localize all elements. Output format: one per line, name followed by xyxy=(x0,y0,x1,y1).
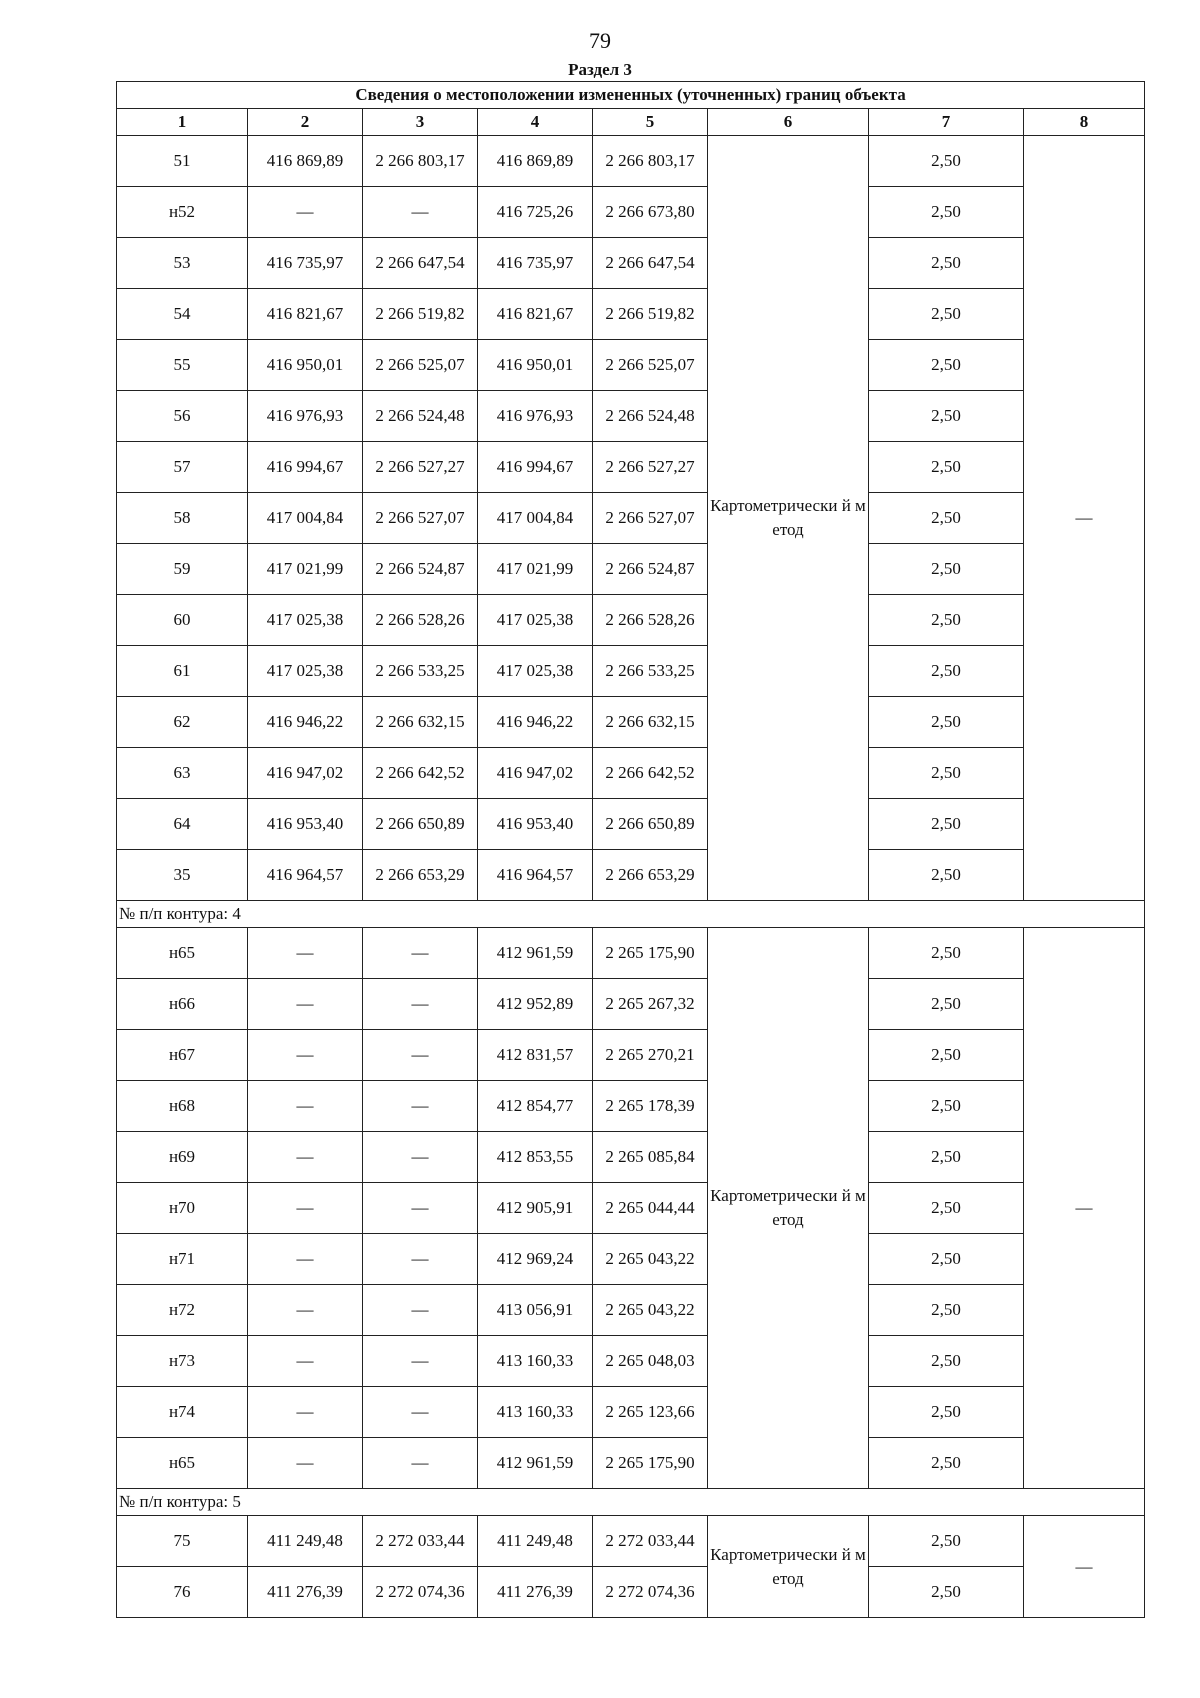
column-number-row xyxy=(117,109,1145,136)
old-x-cell: — xyxy=(248,1081,363,1132)
old-x-cell: — xyxy=(248,1030,363,1081)
old-x-cell: — xyxy=(248,1438,363,1489)
new-x-cell: 412 853,55 xyxy=(478,1132,593,1183)
method-cell: Картометрически й метод xyxy=(708,928,869,1489)
new-x-cell: 416 964,57 xyxy=(478,850,593,901)
accuracy-cell: 2,50 xyxy=(869,136,1024,187)
new-y-cell: 2 265 043,22 xyxy=(593,1234,708,1285)
new-y-cell: 2 265 044,44 xyxy=(593,1183,708,1234)
old-y-cell: 2 266 527,27 xyxy=(363,442,478,493)
table-row xyxy=(117,1438,1145,1489)
old-y-cell: 2 266 642,52 xyxy=(363,748,478,799)
new-x-cell: 412 905,91 xyxy=(478,1183,593,1234)
new-y-cell: 2 265 123,66 xyxy=(593,1387,708,1438)
old-x-cell: 417 021,99 xyxy=(248,544,363,595)
old-x-cell: — xyxy=(248,979,363,1030)
point-number-cell: 62 xyxy=(117,697,248,748)
old-x-cell: — xyxy=(248,928,363,979)
old-y-cell: — xyxy=(363,1387,478,1438)
table-row xyxy=(117,1234,1145,1285)
accuracy-cell: 2,50 xyxy=(869,928,1024,979)
new-y-cell: 2 266 647,54 xyxy=(593,238,708,289)
new-x-cell: 412 854,77 xyxy=(478,1081,593,1132)
table-row xyxy=(117,187,1145,238)
new-y-cell: 2 266 527,27 xyxy=(593,442,708,493)
point-number-cell: 56 xyxy=(117,391,248,442)
column-number-5: 5 xyxy=(593,109,708,136)
table-row xyxy=(117,928,1145,979)
column-number-2: 2 xyxy=(248,109,363,136)
table-row xyxy=(117,391,1145,442)
point-number-cell: 61 xyxy=(117,646,248,697)
point-number-cell: 63 xyxy=(117,748,248,799)
point-number-cell: н67 xyxy=(117,1030,248,1081)
accuracy-cell: 2,50 xyxy=(869,391,1024,442)
new-x-cell: 416 994,67 xyxy=(478,442,593,493)
accuracy-cell: 2,50 xyxy=(869,1285,1024,1336)
new-y-cell: 2 266 803,17 xyxy=(593,136,708,187)
old-x-cell: — xyxy=(248,1336,363,1387)
table-row xyxy=(117,1285,1145,1336)
new-x-cell: 411 276,39 xyxy=(478,1567,593,1618)
new-x-cell: 412 961,59 xyxy=(478,1438,593,1489)
accuracy-cell: 2,50 xyxy=(869,1438,1024,1489)
column-number-3: 3 xyxy=(363,109,478,136)
accuracy-cell: 2,50 xyxy=(869,442,1024,493)
accuracy-cell: 2,50 xyxy=(869,493,1024,544)
point-number-cell: н52 xyxy=(117,187,248,238)
old-y-cell: — xyxy=(363,928,478,979)
contour-label-row xyxy=(117,1489,1145,1516)
new-x-cell: 416 953,40 xyxy=(478,799,593,850)
new-x-cell: 412 831,57 xyxy=(478,1030,593,1081)
accuracy-cell: 2,50 xyxy=(869,1387,1024,1438)
new-x-cell: 416 821,67 xyxy=(478,289,593,340)
old-y-cell: — xyxy=(363,1030,478,1081)
accuracy-cell: 2,50 xyxy=(869,289,1024,340)
new-x-cell: 412 969,24 xyxy=(478,1234,593,1285)
table-row xyxy=(117,697,1145,748)
accuracy-cell: 2,50 xyxy=(869,1516,1024,1567)
table-caption: Сведения о местоположении измененных (уточненных) границ объекта xyxy=(117,82,1145,109)
accuracy-cell: 2,50 xyxy=(869,799,1024,850)
new-y-cell: 2 265 048,03 xyxy=(593,1336,708,1387)
new-y-cell: 2 272 074,36 xyxy=(593,1567,708,1618)
column-number-7: 7 xyxy=(869,109,1024,136)
new-y-cell: 2 266 519,82 xyxy=(593,289,708,340)
old-x-cell: 416 953,40 xyxy=(248,799,363,850)
old-y-cell: 2 266 653,29 xyxy=(363,850,478,901)
table-row xyxy=(117,442,1145,493)
point-number-cell: 60 xyxy=(117,595,248,646)
table-row xyxy=(117,1030,1145,1081)
table-row xyxy=(117,748,1145,799)
old-y-cell: 2 266 632,15 xyxy=(363,697,478,748)
new-x-cell: 413 056,91 xyxy=(478,1285,593,1336)
accuracy-cell: 2,50 xyxy=(869,979,1024,1030)
column-number-4: 4 xyxy=(478,109,593,136)
new-x-cell: 417 025,38 xyxy=(478,595,593,646)
point-number-cell: 75 xyxy=(117,1516,248,1567)
accuracy-cell: 2,50 xyxy=(869,1234,1024,1285)
accuracy-cell: 2,50 xyxy=(869,1081,1024,1132)
accuracy-cell: 2,50 xyxy=(869,238,1024,289)
new-x-cell: 416 947,02 xyxy=(478,748,593,799)
new-x-cell: 417 004,84 xyxy=(478,493,593,544)
old-y-cell: 2 266 525,07 xyxy=(363,340,478,391)
new-x-cell: 416 735,97 xyxy=(478,238,593,289)
old-y-cell: 2 266 647,54 xyxy=(363,238,478,289)
column-8-cell: — xyxy=(1024,136,1145,901)
point-number-cell: н73 xyxy=(117,1336,248,1387)
table-row xyxy=(117,1336,1145,1387)
old-x-cell: 411 249,48 xyxy=(248,1516,363,1567)
table-body xyxy=(117,136,1145,1618)
new-x-cell: 413 160,33 xyxy=(478,1387,593,1438)
column-8-cell: — xyxy=(1024,1516,1145,1618)
new-x-cell: 416 869,89 xyxy=(478,136,593,187)
old-y-cell: — xyxy=(363,1336,478,1387)
table-row xyxy=(117,289,1145,340)
new-x-cell: 417 021,99 xyxy=(478,544,593,595)
new-y-cell: 2 272 033,44 xyxy=(593,1516,708,1567)
point-number-cell: н66 xyxy=(117,979,248,1030)
new-x-cell: 412 961,59 xyxy=(478,928,593,979)
old-x-cell: 416 947,02 xyxy=(248,748,363,799)
old-x-cell: — xyxy=(248,1234,363,1285)
point-number-cell: н71 xyxy=(117,1234,248,1285)
new-x-cell: 416 950,01 xyxy=(478,340,593,391)
old-x-cell: 416 976,93 xyxy=(248,391,363,442)
new-y-cell: 2 265 270,21 xyxy=(593,1030,708,1081)
old-x-cell: 416 964,57 xyxy=(248,850,363,901)
accuracy-cell: 2,50 xyxy=(869,748,1024,799)
new-y-cell: 2 265 178,39 xyxy=(593,1081,708,1132)
table-row xyxy=(117,136,1145,187)
accuracy-cell: 2,50 xyxy=(869,340,1024,391)
old-x-cell: 416 821,67 xyxy=(248,289,363,340)
accuracy-cell: 2,50 xyxy=(869,544,1024,595)
table-row xyxy=(117,850,1145,901)
contour-label: № п/п контура: 4 xyxy=(117,901,1145,928)
point-number-cell: 59 xyxy=(117,544,248,595)
point-number-cell: н74 xyxy=(117,1387,248,1438)
accuracy-cell: 2,50 xyxy=(869,697,1024,748)
old-y-cell: — xyxy=(363,979,478,1030)
old-y-cell: 2 266 524,48 xyxy=(363,391,478,442)
accuracy-cell: 2,50 xyxy=(869,1132,1024,1183)
contour-label: № п/п контура: 5 xyxy=(117,1489,1145,1516)
accuracy-cell: 2,50 xyxy=(869,1030,1024,1081)
old-y-cell: — xyxy=(363,187,478,238)
new-x-cell: 412 952,89 xyxy=(478,979,593,1030)
table-row xyxy=(117,493,1145,544)
new-y-cell: 2 265 267,32 xyxy=(593,979,708,1030)
old-y-cell: — xyxy=(363,1183,478,1234)
old-x-cell: 416 994,67 xyxy=(248,442,363,493)
table-row xyxy=(117,799,1145,850)
old-x-cell: — xyxy=(248,1387,363,1438)
point-number-cell: 35 xyxy=(117,850,248,901)
table-row xyxy=(117,1183,1145,1234)
new-y-cell: 2 266 524,48 xyxy=(593,391,708,442)
old-y-cell: 2 272 033,44 xyxy=(363,1516,478,1567)
new-y-cell: 2 266 525,07 xyxy=(593,340,708,391)
boundary-coordinates-table xyxy=(116,81,1145,1618)
new-y-cell: 2 265 085,84 xyxy=(593,1132,708,1183)
point-number-cell: н69 xyxy=(117,1132,248,1183)
new-x-cell: 411 249,48 xyxy=(478,1516,593,1567)
table-row xyxy=(117,595,1145,646)
point-number-cell: н65 xyxy=(117,1438,248,1489)
old-x-cell: 416 950,01 xyxy=(248,340,363,391)
new-x-cell: 413 160,33 xyxy=(478,1336,593,1387)
old-y-cell: 2 266 803,17 xyxy=(363,136,478,187)
point-number-cell: 54 xyxy=(117,289,248,340)
new-y-cell: 2 266 673,80 xyxy=(593,187,708,238)
accuracy-cell: 2,50 xyxy=(869,187,1024,238)
new-y-cell: 2 265 175,90 xyxy=(593,1438,708,1489)
section-title: Раздел 3 xyxy=(568,60,632,79)
point-number-cell: 55 xyxy=(117,340,248,391)
accuracy-cell: 2,50 xyxy=(869,1336,1024,1387)
point-number-cell: н65 xyxy=(117,928,248,979)
point-number-cell: н68 xyxy=(117,1081,248,1132)
column-8-cell: — xyxy=(1024,928,1145,1489)
old-x-cell: 417 025,38 xyxy=(248,646,363,697)
page-number: 79 xyxy=(589,28,611,53)
new-y-cell: 2 266 642,52 xyxy=(593,748,708,799)
point-number-cell: 51 xyxy=(117,136,248,187)
old-x-cell: 417 025,38 xyxy=(248,595,363,646)
old-y-cell: 2 266 527,07 xyxy=(363,493,478,544)
old-y-cell: — xyxy=(363,1132,478,1183)
old-y-cell: — xyxy=(363,1438,478,1489)
old-y-cell: — xyxy=(363,1285,478,1336)
contour-label-row xyxy=(117,901,1145,928)
new-y-cell: 2 265 043,22 xyxy=(593,1285,708,1336)
old-y-cell: 2 272 074,36 xyxy=(363,1567,478,1618)
table-row xyxy=(117,1516,1145,1567)
old-x-cell: — xyxy=(248,187,363,238)
new-y-cell: 2 266 533,25 xyxy=(593,646,708,697)
old-x-cell: 411 276,39 xyxy=(248,1567,363,1618)
table-row xyxy=(117,979,1145,1030)
new-x-cell: 416 725,26 xyxy=(478,187,593,238)
method-cell: Картометрически й метод xyxy=(708,136,869,901)
new-x-cell: 416 976,93 xyxy=(478,391,593,442)
old-y-cell: 2 266 524,87 xyxy=(363,544,478,595)
old-y-cell: — xyxy=(363,1081,478,1132)
point-number-cell: 53 xyxy=(117,238,248,289)
old-y-cell: 2 266 533,25 xyxy=(363,646,478,697)
new-y-cell: 2 266 632,15 xyxy=(593,697,708,748)
column-number-8: 8 xyxy=(1024,109,1145,136)
point-number-cell: н72 xyxy=(117,1285,248,1336)
old-x-cell: 416 946,22 xyxy=(248,697,363,748)
accuracy-cell: 2,50 xyxy=(869,595,1024,646)
table-row xyxy=(117,340,1145,391)
point-number-cell: 58 xyxy=(117,493,248,544)
old-x-cell: 417 004,84 xyxy=(248,493,363,544)
accuracy-cell: 2,50 xyxy=(869,646,1024,697)
old-y-cell: 2 266 650,89 xyxy=(363,799,478,850)
old-y-cell: — xyxy=(363,1234,478,1285)
column-number-6: 6 xyxy=(708,109,869,136)
new-x-cell: 417 025,38 xyxy=(478,646,593,697)
point-number-cell: 76 xyxy=(117,1567,248,1618)
point-number-cell: н70 xyxy=(117,1183,248,1234)
table-row xyxy=(117,1567,1145,1618)
new-y-cell: 2 266 650,89 xyxy=(593,799,708,850)
new-y-cell: 2 266 653,29 xyxy=(593,850,708,901)
accuracy-cell: 2,50 xyxy=(869,1183,1024,1234)
old-x-cell: 416 869,89 xyxy=(248,136,363,187)
accuracy-cell: 2,50 xyxy=(869,1567,1024,1618)
old-x-cell: — xyxy=(248,1285,363,1336)
new-y-cell: 2 266 524,87 xyxy=(593,544,708,595)
old-x-cell: 416 735,97 xyxy=(248,238,363,289)
new-y-cell: 2 266 527,07 xyxy=(593,493,708,544)
old-x-cell: — xyxy=(248,1183,363,1234)
table-row xyxy=(117,238,1145,289)
point-number-cell: 57 xyxy=(117,442,248,493)
new-y-cell: 2 266 528,26 xyxy=(593,595,708,646)
new-x-cell: 416 946,22 xyxy=(478,697,593,748)
table-row xyxy=(117,1132,1145,1183)
table-row xyxy=(117,1387,1145,1438)
accuracy-cell: 2,50 xyxy=(869,850,1024,901)
column-number-1: 1 xyxy=(117,109,248,136)
old-y-cell: 2 266 519,82 xyxy=(363,289,478,340)
table-row xyxy=(117,544,1145,595)
old-y-cell: 2 266 528,26 xyxy=(363,595,478,646)
point-number-cell: 64 xyxy=(117,799,248,850)
old-x-cell: — xyxy=(248,1132,363,1183)
table-row xyxy=(117,1081,1145,1132)
table-row xyxy=(117,646,1145,697)
new-y-cell: 2 265 175,90 xyxy=(593,928,708,979)
method-cell: Картометрически й метод xyxy=(708,1516,869,1618)
